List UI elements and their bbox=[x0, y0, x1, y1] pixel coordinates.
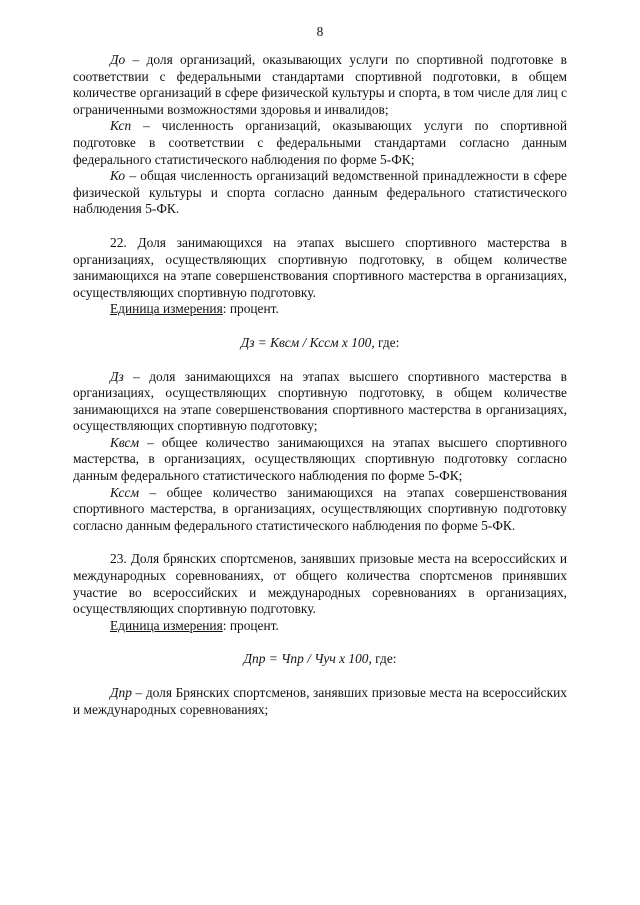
text-run: – общее количество занимающихся на этапах высшего спортивного мастерства, в организациях, осуществляющих спортивную подготовку согласно данным федерального статистического наблюдения по форме 5-ФК; bbox=[73, 434, 567, 484]
text-run: – доля Брянских спортсменов, занявших призовые места на всероссийских и международных соревнованиях; bbox=[73, 685, 567, 717]
formula bbox=[73, 651, 567, 668]
paragraph bbox=[73, 435, 567, 485]
paragraph bbox=[73, 685, 567, 718]
underlined-label: Единица измерения bbox=[110, 617, 223, 633]
term: Дз = Квсм / Кссм х 100 bbox=[240, 334, 372, 350]
text-run: : процент. bbox=[222, 301, 279, 317]
text-run: , где: bbox=[368, 651, 397, 667]
paragraph bbox=[73, 168, 567, 218]
text-run: – общая численность организаций ведомственной принадлежности в сфере физической культуры и спорта согласно данным федерального статистического наблюдения 5-ФК. bbox=[73, 168, 567, 217]
term: Квсм bbox=[110, 434, 140, 450]
text-run: – численность организаций, оказывающих услуги по спортивной подготовке в соответствии с федеральными стандартами согласно данным федерального статистического наблюдения по форме 5-ФК; bbox=[73, 118, 567, 167]
underlined-label: Единица измерения bbox=[110, 301, 223, 317]
term: Кссм bbox=[110, 484, 139, 500]
text-run: 23. Доля брянских спортсменов, занявших призовые места на всероссийских и международных соревнованиях, от общего количества спортсменов принявших участие во всероссийских и международных соревнованиях в организациях, осуществляющих спортивную подготовку. bbox=[73, 551, 567, 617]
page-number: 8 bbox=[316, 24, 324, 39]
paragraph bbox=[73, 118, 567, 168]
paragraph bbox=[73, 618, 567, 635]
paragraph bbox=[73, 235, 567, 301]
paragraph bbox=[73, 551, 567, 617]
term: До – bbox=[110, 52, 140, 67]
term: Ксп bbox=[110, 118, 132, 134]
paragraph bbox=[73, 301, 567, 318]
text-run: : процент. bbox=[222, 617, 279, 633]
term: Дпр = Чпр / Чуч х 100 bbox=[243, 651, 369, 667]
term: Дпр bbox=[110, 685, 132, 700]
document-body bbox=[73, 52, 567, 718]
paragraph bbox=[73, 369, 567, 435]
paragraph bbox=[73, 52, 567, 118]
term: Ко bbox=[110, 168, 126, 184]
text-run: доля организаций, оказывающих услуги по спортивной подготовке в соответствии с федеральными стандартами спортивной подготовки, в общем количестве организаций в сфере физической культуры и спорта, в том числе для лиц с ограниченными возможностями здоровья и инвалидов; bbox=[73, 52, 567, 117]
term: Дз bbox=[110, 368, 124, 384]
text-run: 22. Доля занимающихся на этапах высшего спортивного мастерства в организациях, осуществляющих спортивную подготовку, в общем количестве занимающихся на этапе совершенствования спортивного мастерства в организациях, осуществляющих спортивную подготовку. bbox=[73, 234, 567, 300]
text-run: – доля занимающихся на этапах высшего спортивного мастерства в организациях, осуществляющих спортивную подготовку, в общем количестве занимающихся на этапе совершенствования спортивного мастерства в организациях, осуществляющих спортивную подготовку; bbox=[73, 368, 567, 434]
text-run: , где: bbox=[371, 334, 400, 350]
text-run: – общее количество занимающихся на этапах совершенствования спортивного мастерства, в организациях, осуществляющих спортивную подготовку согласно данным федерального статистического наблюдения по форме 5-ФК. bbox=[73, 484, 567, 533]
formula bbox=[73, 335, 567, 352]
paragraph bbox=[73, 485, 567, 535]
